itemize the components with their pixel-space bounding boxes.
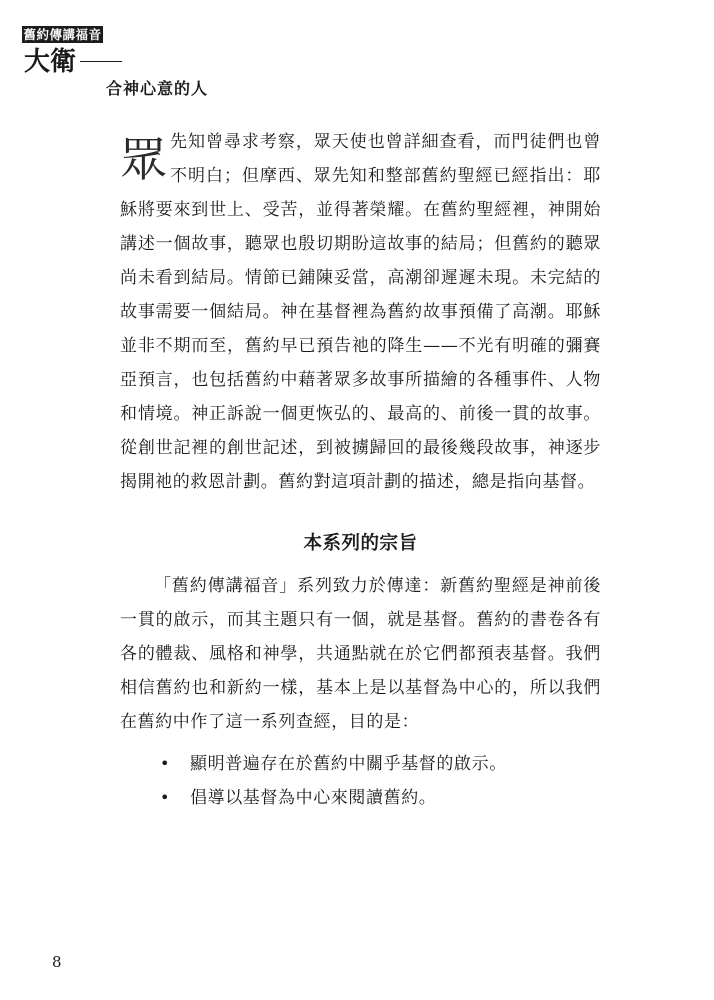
body-text	[120, 125, 601, 815]
chapter-subtitle: 合神心意的人	[106, 79, 209, 98]
title-dash-rule	[80, 61, 122, 62]
bullet-marker: •	[160, 754, 171, 773]
section-heading: 本系列的宗旨	[303, 533, 418, 554]
list-item-text: 倡導以基督為中心來閱讀舊約。	[190, 788, 437, 808]
purpose-list	[120, 747, 601, 815]
drop-cap: 眾	[120, 133, 168, 188]
intro-paragraph	[120, 125, 601, 499]
intro-paragraph-text: 先知曾尋求考察，眾天使也曾詳細查看，而門徒們也曾不明白；但摩西、眾先知和整部舊約聖經已經指出：耶穌將要來到世上、受苦，並得著榮耀。在舊約聖經裡，神開始講述一個故事，聽眾也殷切期盼這故事的結局；但舊約的聽眾尚未看到結局。情節已鋪陳妥當，高潮卻遲遲未現。未完結的故事需要一個結局。神在基督裡為舊約故事預備了高潮。耶穌並非不期而至，舊約早已預告祂的降生——不光有明確的彌賽亞預言，也包括舊約中藉著眾多故事所描繪的各種事件、人物和情境。神正訴說一個更恢弘的、最高的、前後一貫的故事。從創世記裡的創世記述，到被擄歸回的最後幾段故事，神逐步揭開祂的救恩計劃。舊約對這項計劃的描述，總是指向基督。	[120, 132, 601, 492]
series-tag: 舊約傳講福音	[23, 27, 102, 42]
bullet-marker: •	[160, 788, 171, 807]
list-item	[120, 747, 601, 781]
list-item	[120, 781, 601, 815]
page-number: 8	[52, 953, 62, 971]
chapter-title: 大衛	[24, 47, 77, 77]
section-paragraph: 「舊約傳講福音」系列致力於傳達：新舊約聖經是神前後一貫的啟示，而其主題只有一個，就是基督。舊約的書卷各有各的體裁、風格和神學，共通點就在於它們都預表基督。我們相信舊約也和新約一樣，基本上是以基督為中心的，所以我們在舊約中作了這一系列查經，目的是：	[120, 576, 601, 732]
list-item-text: 顯明普遍存在於舊約中關乎基督的啟示。	[190, 754, 507, 774]
